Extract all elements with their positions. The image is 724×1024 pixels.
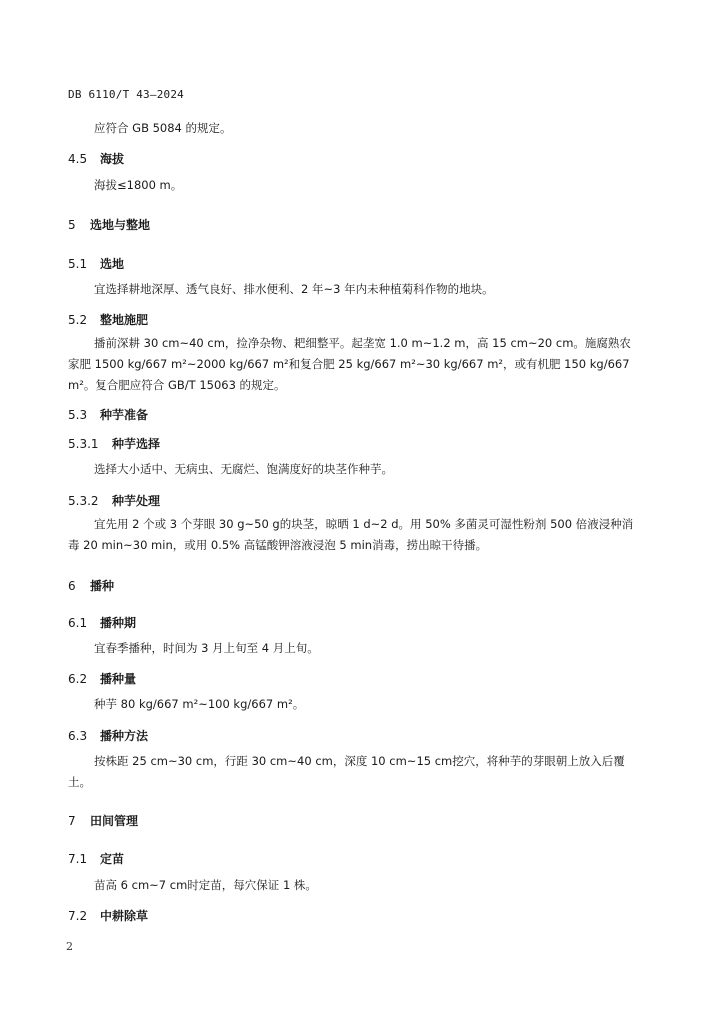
heading-title: 中耕除草 — [100, 909, 149, 923]
heading-number: 5 — [68, 218, 76, 232]
heading-number: 5.3.2 — [68, 494, 99, 508]
paragraph-6-1: 宜春季播种，时间为 3 月上旬至 4 月上旬。 — [94, 641, 319, 655]
heading-6-3 — [68, 727, 148, 744]
heading-title: 田间管理 — [90, 814, 139, 828]
heading-number: 7.1 — [68, 852, 88, 866]
heading-5-3-1 — [68, 435, 160, 452]
heading-5-3-2 — [68, 492, 160, 509]
heading-title: 整地施肥 — [100, 313, 149, 327]
heading-title: 播种方法 — [100, 729, 149, 743]
heading-title: 种芋准备 — [100, 408, 149, 422]
heading-6-1 — [68, 614, 136, 631]
heading-number: 7 — [68, 814, 76, 828]
heading-5-3 — [68, 406, 148, 423]
page-number: 2 — [66, 940, 73, 953]
heading-number: 5.3 — [68, 408, 88, 422]
heading-title: 定苗 — [100, 852, 125, 866]
heading-number: 6.3 — [68, 729, 88, 743]
heading-7-2 — [68, 907, 148, 924]
heading-number: 4.5 — [68, 152, 88, 166]
heading-title: 种芋选择 — [112, 437, 161, 451]
paragraph-5-3-1: 选择大小适中、无病虫、无腐烂、饱满度好的块茎作种芋。 — [94, 462, 393, 476]
heading-number: 6.2 — [68, 672, 88, 686]
heading-title: 海拔 — [100, 152, 125, 166]
heading-number: 5.3.1 — [68, 437, 99, 451]
heading-number: 5.2 — [68, 313, 88, 327]
heading-7-1 — [68, 850, 124, 867]
document-id-header: DB 6110/T 43—2024 — [68, 88, 184, 101]
heading-5-2 — [68, 311, 148, 328]
paragraph-4-5: 海拔≤1800 m。 — [94, 178, 183, 192]
heading-title: 播种 — [90, 579, 115, 593]
heading-title: 种芋处理 — [112, 494, 161, 508]
paragraph-5-1: 宜选择耕地深厚、透气良好、排水便利、2 年~3 年内未种植菊科作物的地块。 — [94, 282, 494, 296]
heading-4-5 — [68, 150, 124, 167]
paragraph-5-3-2: 宜先用 2 个或 3 个芽眼 30 g~50 g的块茎，晾晒 1 d~2 d。用 50% 多菌灵可湿性粉剂 500 倍液浸种消毒 20 min~30 min，或用 0.5% 高锰酸钾溶液浸泡 5 min消毒，捞出晾干待播。 — [68, 517, 634, 552]
heading-6 — [68, 577, 114, 594]
heading-5 — [68, 216, 150, 233]
heading-number: 6 — [68, 579, 76, 593]
paragraph-4-4-tail: 应符合 GB 5084 的规定。 — [94, 121, 232, 135]
heading-5-1 — [68, 255, 124, 272]
heading-7 — [68, 812, 138, 829]
heading-number: 7.2 — [68, 909, 88, 923]
paragraph-6-2: 种芋 80 kg/667 m²~100 kg/667 m²。 — [94, 697, 305, 711]
heading-number: 6.1 — [68, 616, 88, 630]
paragraph-6-3: 按株距 25 cm~30 cm，行距 30 cm~40 cm，深度 10 cm~15 cm挖穴，将种芋的芽眼朝上放入后覆土。 — [68, 754, 625, 789]
heading-title: 选地与整地 — [90, 218, 151, 232]
heading-title: 播种量 — [100, 672, 137, 686]
heading-number: 5.1 — [68, 257, 88, 271]
heading-6-2 — [68, 670, 136, 687]
paragraph-5-2: 播前深耕 30 cm~40 cm，捡净杂物、耙细整平。起垄宽 1.0 m~1.2 m，高 15 cm~20 cm。施腐熟农家肥 1500 kg/667 m²~2000 kg/667 m²和复合肥 25 kg/667 m²~30 kg/667 m²，或有机肥 150 kg/667 m²。复合肥应符合 GB/T 15063 的规定。 — [68, 336, 631, 392]
heading-title: 选地 — [100, 257, 125, 271]
heading-title: 播种期 — [100, 616, 137, 630]
paragraph-7-1: 苗高 6 cm~7 cm时定苗，每穴保证 1 株。 — [94, 878, 317, 892]
